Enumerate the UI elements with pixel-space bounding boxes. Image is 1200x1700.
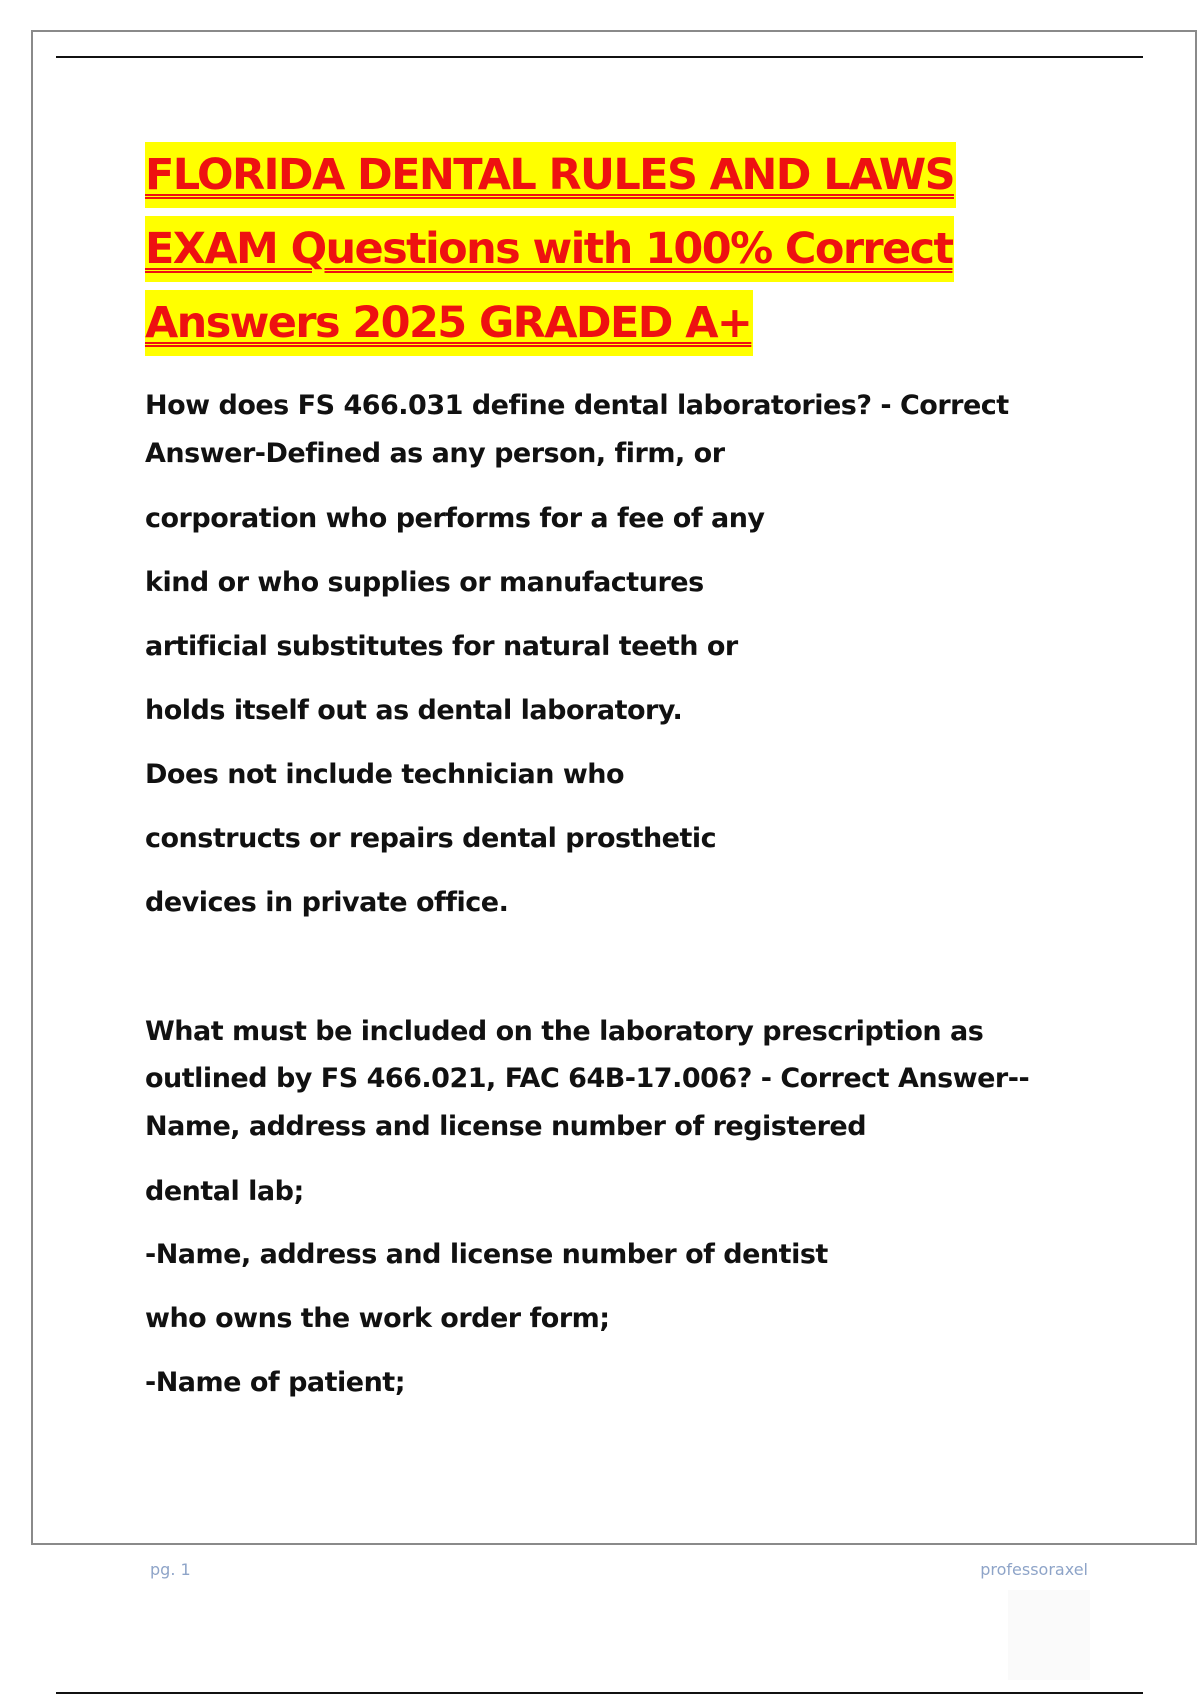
title-line <box>145 290 1045 364</box>
title-line <box>145 142 1045 216</box>
author-name: professoraxel <box>980 1560 1088 1579</box>
answer-1-line: devices in private office. <box>145 887 509 918</box>
page-number: pg. 1 <box>150 1560 191 1579</box>
answer-1-line: corporation who performs for a fee of any <box>145 503 765 534</box>
document-title <box>145 142 1045 364</box>
top-rule <box>56 56 1143 58</box>
answer-1-line: Does not include technician who <box>145 759 625 790</box>
question-2-line: What must be included on the laboratory prescription as <box>145 1016 984 1047</box>
title-line-text: Answers 2025 GRADED A+ <box>145 290 753 356</box>
question-1-line: How does FS 466.031 define dental laboratories? - Correct <box>145 390 1009 421</box>
title-line-text: EXAM Questions with 100% Correct <box>145 216 954 282</box>
question-1-line: Answer-Defined as any person, firm, or <box>145 438 725 469</box>
title-line-text: FLORIDA DENTAL RULES AND LAWS <box>145 142 956 208</box>
corner-shade <box>1008 1590 1090 1680</box>
title-line <box>145 216 1045 290</box>
question-2-line: Name, address and license number of registered <box>145 1111 867 1142</box>
question-2-line: outlined by FS 466.021, FAC 64B-17.006? - Correct Answer-- <box>145 1063 1030 1094</box>
answer-2-line: who owns the work order form; <box>145 1303 610 1334</box>
answer-1-line: holds itself out as dental laboratory. <box>145 695 683 726</box>
bottom-rule <box>56 1692 1143 1694</box>
answer-1-line: constructs or repairs dental prosthetic <box>145 823 717 854</box>
answer-2-line: -Name of patient; <box>145 1367 406 1398</box>
answer-2-line: dental lab; <box>145 1176 304 1207</box>
answer-1-line: kind or who supplies or manufactures <box>145 567 704 598</box>
answer-2-line: -Name, address and license number of dentist <box>145 1239 828 1270</box>
answer-1-line: artificial substitutes for natural teeth or <box>145 631 738 662</box>
